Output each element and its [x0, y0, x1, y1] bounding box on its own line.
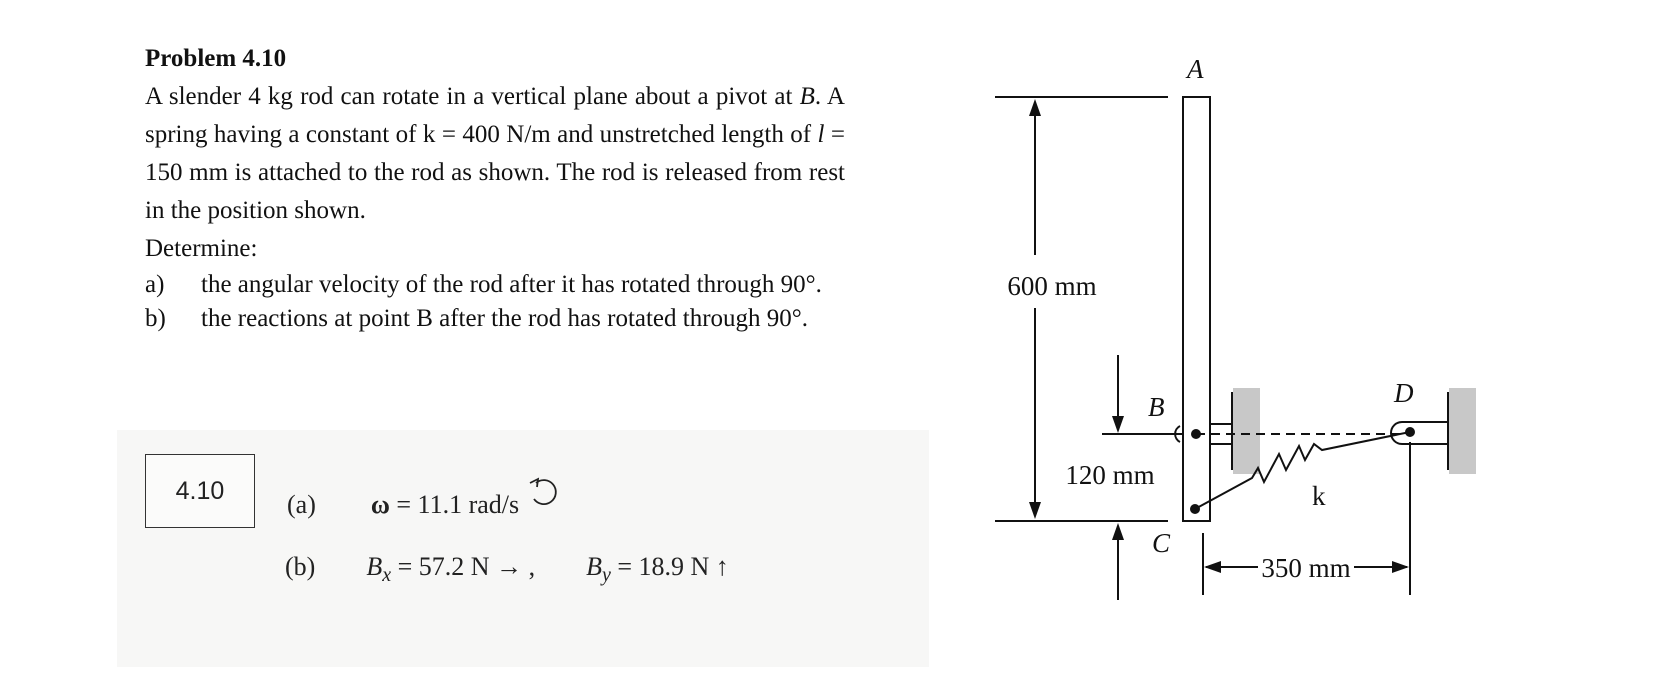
answer-a-line — [287, 475, 566, 520]
arrowhead-120-bottom — [1112, 523, 1124, 540]
bx-symbol: B — [366, 552, 383, 581]
dim-350-label: 350 mm — [1261, 553, 1351, 583]
label-c: C — [1152, 528, 1171, 558]
rod-spring-diagram — [990, 50, 1510, 650]
question-list — [145, 268, 845, 336]
arrowhead-600-bottom — [1029, 502, 1041, 519]
label-a: A — [1187, 54, 1204, 84]
arrowhead-600-top — [1029, 99, 1041, 116]
pin-d — [1405, 427, 1415, 437]
answer-b-label: (b) — [285, 552, 316, 581]
answer-separator: , — [528, 552, 536, 581]
question-item-a: a) the angular velocity of the rod after it has rotated through 90°. — [145, 271, 822, 298]
determine-label: Determine: — [145, 235, 258, 262]
bx-value: = 57.2 N → — [397, 552, 523, 581]
answer-a-label: (a) — [287, 490, 316, 519]
dim-120-label: 120 mm — [1065, 460, 1155, 490]
counterclockwise-arrow-icon — [526, 475, 566, 511]
problem-title: Problem 4.10 — [145, 45, 287, 72]
by-symbol: B — [586, 552, 602, 581]
wall-d — [1449, 388, 1476, 474]
answer-panel — [117, 430, 929, 667]
label-b: B — [1148, 392, 1165, 422]
question-item-b: b) the reactions at point B after the rod has rotated through 90°. — [145, 305, 809, 332]
arrowhead-350-left — [1204, 561, 1221, 573]
label-k: k — [1312, 481, 1326, 511]
diagram-svg — [990, 50, 1510, 650]
answer-number-box: 4.10 — [145, 454, 255, 528]
label-d: D — [1394, 378, 1414, 408]
rod — [1183, 97, 1210, 521]
arrowhead-350-right — [1392, 561, 1409, 573]
answer-b-line: (b) $B_x = 57.2$ N → , $B_y = 18.9$ N ↑ — [285, 552, 729, 586]
wall-b — [1233, 388, 1260, 474]
arrowhead-120-top — [1112, 416, 1124, 433]
problem-body: A slender 4 kg rod can rotate in a vertical plane about a pivot at B. A spring having a constant of k = 400 N/m and unstretched length of l = 150 mm is attached to the rod as shown. The rod is released from rest in the position shown. — [145, 83, 845, 224]
by-value: = 18.9 N ↑ — [617, 552, 729, 581]
problem-statement — [145, 40, 845, 336]
answer-a-value: = 11.1 rad/s — [396, 490, 520, 519]
dim-600-label: 600 mm — [1007, 271, 1097, 301]
omega-symbol: ω — [370, 490, 390, 519]
